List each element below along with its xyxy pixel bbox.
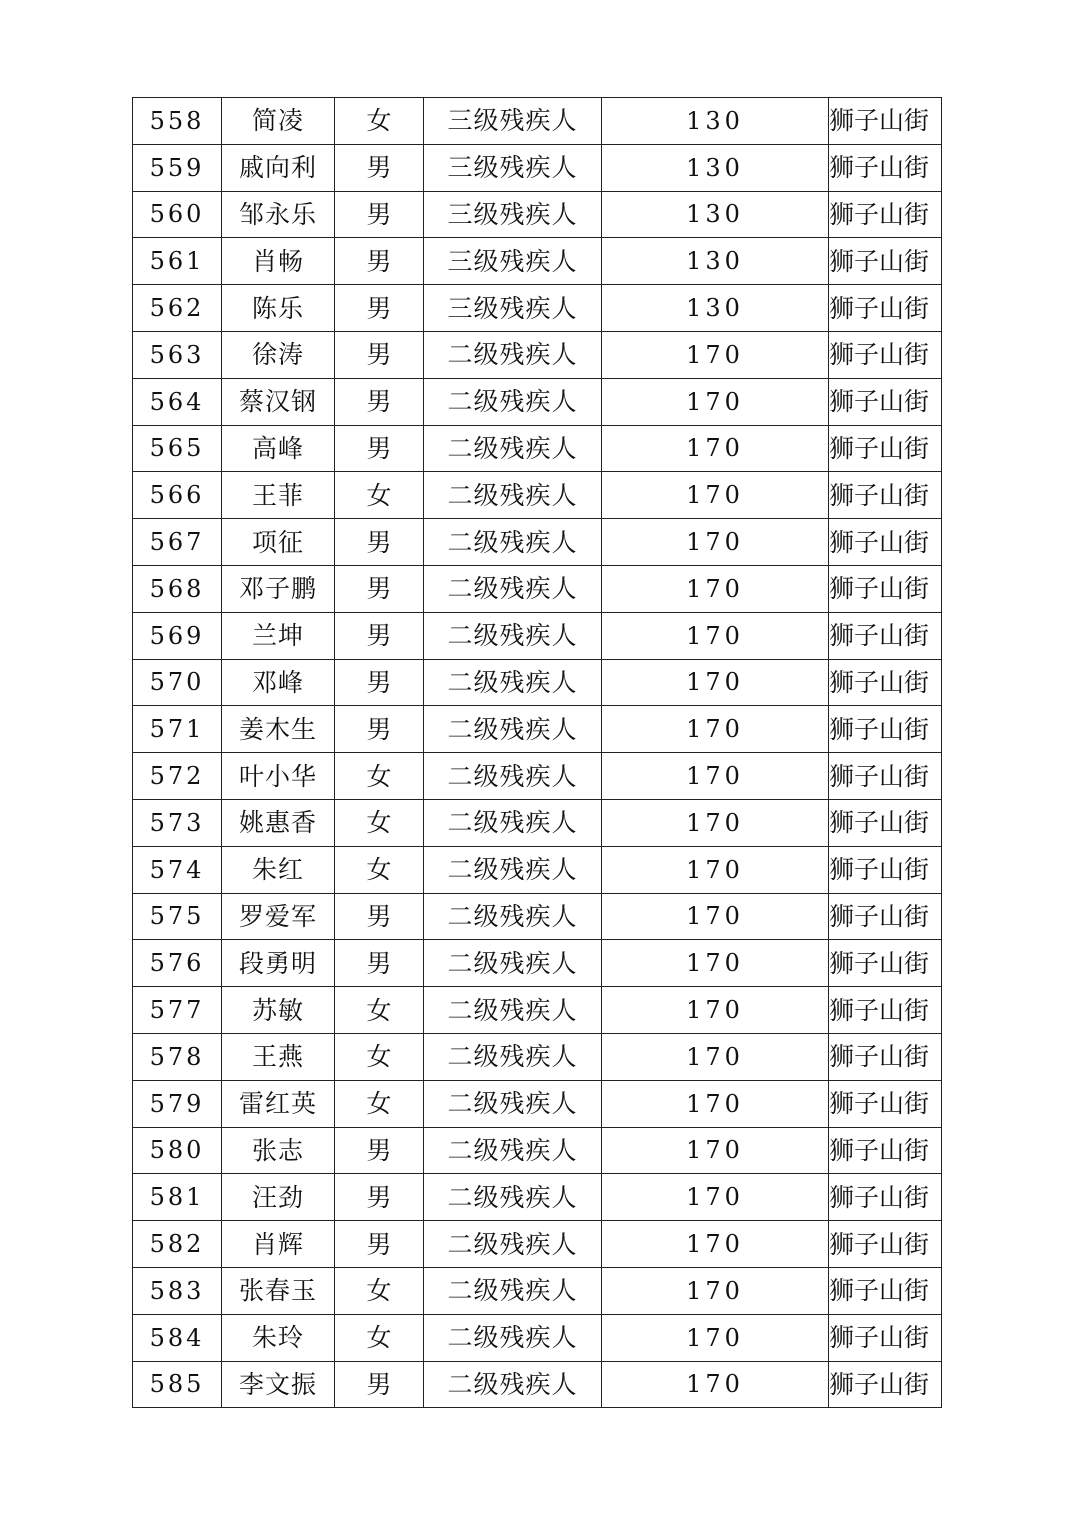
cell-gender: 男 [335,659,424,706]
cell-number: 573 [133,799,222,846]
table-row [133,285,942,332]
cell-name: 叶小华 [222,753,335,800]
cell-number: 563 [133,331,222,378]
table-row [133,1221,942,1268]
cell-number: 583 [133,1267,222,1314]
cell-disability-level: 二级残疾人 [424,472,602,519]
cell-name: 邹永乐 [222,191,335,238]
cell-disability-level: 二级残疾人 [424,893,602,940]
cell-name: 姜木生 [222,706,335,753]
cell-street: 狮子山街 [829,893,942,940]
cell-number: 562 [133,285,222,332]
cell-amount: 130 [602,98,829,145]
cell-number: 572 [133,753,222,800]
cell-gender: 男 [335,706,424,753]
cell-amount: 170 [602,753,829,800]
cell-gender: 男 [335,1361,424,1408]
cell-gender: 女 [335,987,424,1034]
cell-name: 雷红英 [222,1080,335,1127]
cell-name: 肖辉 [222,1221,335,1268]
table-row [133,472,942,519]
cell-disability-level: 二级残疾人 [424,1267,602,1314]
cell-number: 560 [133,191,222,238]
table-row [133,1080,942,1127]
cell-name: 汪劲 [222,1174,335,1221]
cell-amount: 170 [602,659,829,706]
table-row [133,425,942,472]
cell-name: 邓子鹏 [222,565,335,612]
cell-amount: 170 [602,612,829,659]
cell-gender: 男 [335,565,424,612]
cell-amount: 170 [602,1080,829,1127]
cell-number: 579 [133,1080,222,1127]
cell-amount: 170 [602,706,829,753]
table-row [133,1361,942,1408]
cell-gender: 男 [335,940,424,987]
cell-street: 狮子山街 [829,799,942,846]
table-row [133,331,942,378]
cell-street: 狮子山街 [829,1174,942,1221]
cell-amount: 170 [602,1267,829,1314]
cell-amount: 130 [602,285,829,332]
cell-amount: 170 [602,519,829,566]
cell-gender: 男 [335,238,424,285]
cell-street: 狮子山街 [829,1127,942,1174]
cell-amount: 170 [602,1361,829,1408]
cell-disability-level: 二级残疾人 [424,1127,602,1174]
cell-amount: 170 [602,1221,829,1268]
cell-street: 狮子山街 [829,612,942,659]
cell-number: 576 [133,940,222,987]
cell-gender: 男 [335,893,424,940]
cell-disability-level: 二级残疾人 [424,1361,602,1408]
cell-name: 段勇明 [222,940,335,987]
cell-amount: 170 [602,472,829,519]
cell-disability-level: 二级残疾人 [424,1080,602,1127]
cell-amount: 130 [602,191,829,238]
cell-gender: 男 [335,378,424,425]
cell-disability-level: 二级残疾人 [424,987,602,1034]
cell-name: 王菲 [222,472,335,519]
table-row [133,98,942,145]
cell-name: 罗爱军 [222,893,335,940]
table-row [133,987,942,1034]
table-row [133,519,942,566]
cell-amount: 170 [602,331,829,378]
cell-amount: 170 [602,1127,829,1174]
cell-number: 581 [133,1174,222,1221]
cell-street: 狮子山街 [829,98,942,145]
cell-name: 戚向利 [222,144,335,191]
cell-number: 558 [133,98,222,145]
cell-gender: 女 [335,1314,424,1361]
cell-name: 姚惠香 [222,799,335,846]
cell-street: 狮子山街 [829,659,942,706]
cell-number: 559 [133,144,222,191]
table-row [133,940,942,987]
cell-gender: 男 [335,144,424,191]
cell-name: 李文振 [222,1361,335,1408]
cell-amount: 170 [602,425,829,472]
cell-gender: 男 [335,191,424,238]
cell-amount: 170 [602,940,829,987]
cell-street: 狮子山街 [829,753,942,800]
cell-street: 狮子山街 [829,1221,942,1268]
cell-name: 张志 [222,1127,335,1174]
table-row [133,893,942,940]
cell-number: 571 [133,706,222,753]
subsidy-table [132,97,942,1408]
cell-number: 567 [133,519,222,566]
cell-disability-level: 三级残疾人 [424,191,602,238]
cell-amount: 170 [602,1314,829,1361]
table-row [133,753,942,800]
cell-amount: 170 [602,846,829,893]
cell-gender: 男 [335,1174,424,1221]
cell-disability-level: 二级残疾人 [424,659,602,706]
cell-disability-level: 二级残疾人 [424,1314,602,1361]
cell-amount: 170 [602,893,829,940]
cell-street: 狮子山街 [829,1033,942,1080]
cell-gender: 男 [335,1127,424,1174]
cell-number: 575 [133,893,222,940]
cell-street: 狮子山街 [829,706,942,753]
cell-gender: 女 [335,1267,424,1314]
cell-gender: 女 [335,846,424,893]
table-row [133,846,942,893]
cell-disability-level: 二级残疾人 [424,565,602,612]
cell-disability-level: 三级残疾人 [424,238,602,285]
cell-street: 狮子山街 [829,940,942,987]
cell-disability-level: 三级残疾人 [424,285,602,332]
cell-gender: 男 [335,425,424,472]
cell-amount: 170 [602,1174,829,1221]
cell-number: 574 [133,846,222,893]
cell-disability-level: 二级残疾人 [424,706,602,753]
cell-street: 狮子山街 [829,238,942,285]
cell-name: 项征 [222,519,335,566]
table-row [133,1174,942,1221]
cell-street: 狮子山街 [829,1080,942,1127]
cell-street: 狮子山街 [829,144,942,191]
cell-number: 584 [133,1314,222,1361]
cell-name: 徐涛 [222,331,335,378]
table-row [133,378,942,425]
cell-street: 狮子山街 [829,1267,942,1314]
cell-number: 582 [133,1221,222,1268]
cell-street: 狮子山街 [829,472,942,519]
cell-disability-level: 二级残疾人 [424,519,602,566]
cell-name: 邓峰 [222,659,335,706]
cell-street: 狮子山街 [829,425,942,472]
cell-street: 狮子山街 [829,1361,942,1408]
cell-number: 561 [133,238,222,285]
table-row [133,1033,942,1080]
table-row [133,1314,942,1361]
cell-street: 狮子山街 [829,331,942,378]
cell-street: 狮子山街 [829,1314,942,1361]
table-row [133,565,942,612]
cell-amount: 170 [602,1033,829,1080]
table-row [133,659,942,706]
cell-name: 王燕 [222,1033,335,1080]
cell-disability-level: 二级残疾人 [424,331,602,378]
cell-name: 朱玲 [222,1314,335,1361]
cell-name: 朱红 [222,846,335,893]
table-row [133,706,942,753]
cell-number: 569 [133,612,222,659]
cell-name: 张春玉 [222,1267,335,1314]
cell-amount: 170 [602,378,829,425]
cell-disability-level: 三级残疾人 [424,144,602,191]
cell-name: 陈乐 [222,285,335,332]
table-row [133,799,942,846]
cell-gender: 女 [335,753,424,800]
cell-disability-level: 二级残疾人 [424,425,602,472]
cell-amount: 130 [602,238,829,285]
cell-name: 肖畅 [222,238,335,285]
cell-street: 狮子山街 [829,987,942,1034]
table-row [133,612,942,659]
cell-disability-level: 二级残疾人 [424,1033,602,1080]
cell-number: 585 [133,1361,222,1408]
cell-number: 580 [133,1127,222,1174]
cell-gender: 女 [335,799,424,846]
cell-street: 狮子山街 [829,285,942,332]
cell-street: 狮子山街 [829,191,942,238]
cell-gender: 女 [335,1080,424,1127]
cell-number: 570 [133,659,222,706]
cell-name: 兰坤 [222,612,335,659]
cell-amount: 130 [602,144,829,191]
cell-number: 566 [133,472,222,519]
cell-gender: 女 [335,1033,424,1080]
cell-amount: 170 [602,987,829,1034]
cell-disability-level: 二级残疾人 [424,612,602,659]
cell-disability-level: 二级残疾人 [424,378,602,425]
table-body [133,98,942,1408]
cell-name: 简凌 [222,98,335,145]
table-row [133,238,942,285]
cell-gender: 男 [335,1221,424,1268]
cell-number: 568 [133,565,222,612]
table-row [133,1127,942,1174]
cell-disability-level: 二级残疾人 [424,799,602,846]
cell-amount: 170 [602,565,829,612]
cell-gender: 女 [335,98,424,145]
cell-disability-level: 二级残疾人 [424,753,602,800]
cell-disability-level: 二级残疾人 [424,846,602,893]
cell-street: 狮子山街 [829,519,942,566]
table-row [133,144,942,191]
cell-disability-level: 二级残疾人 [424,1221,602,1268]
cell-disability-level: 三级残疾人 [424,98,602,145]
cell-name: 苏敏 [222,987,335,1034]
cell-gender: 男 [335,285,424,332]
cell-name: 高峰 [222,425,335,472]
cell-name: 蔡汉钢 [222,378,335,425]
cell-street: 狮子山街 [829,846,942,893]
cell-disability-level: 二级残疾人 [424,940,602,987]
cell-amount: 170 [602,799,829,846]
cell-street: 狮子山街 [829,378,942,425]
cell-gender: 女 [335,472,424,519]
table-row [133,1267,942,1314]
cell-number: 578 [133,1033,222,1080]
cell-number: 565 [133,425,222,472]
cell-gender: 男 [335,519,424,566]
cell-number: 564 [133,378,222,425]
table-row [133,191,942,238]
cell-gender: 男 [335,331,424,378]
cell-gender: 男 [335,612,424,659]
cell-disability-level: 二级残疾人 [424,1174,602,1221]
cell-number: 577 [133,987,222,1034]
cell-street: 狮子山街 [829,565,942,612]
